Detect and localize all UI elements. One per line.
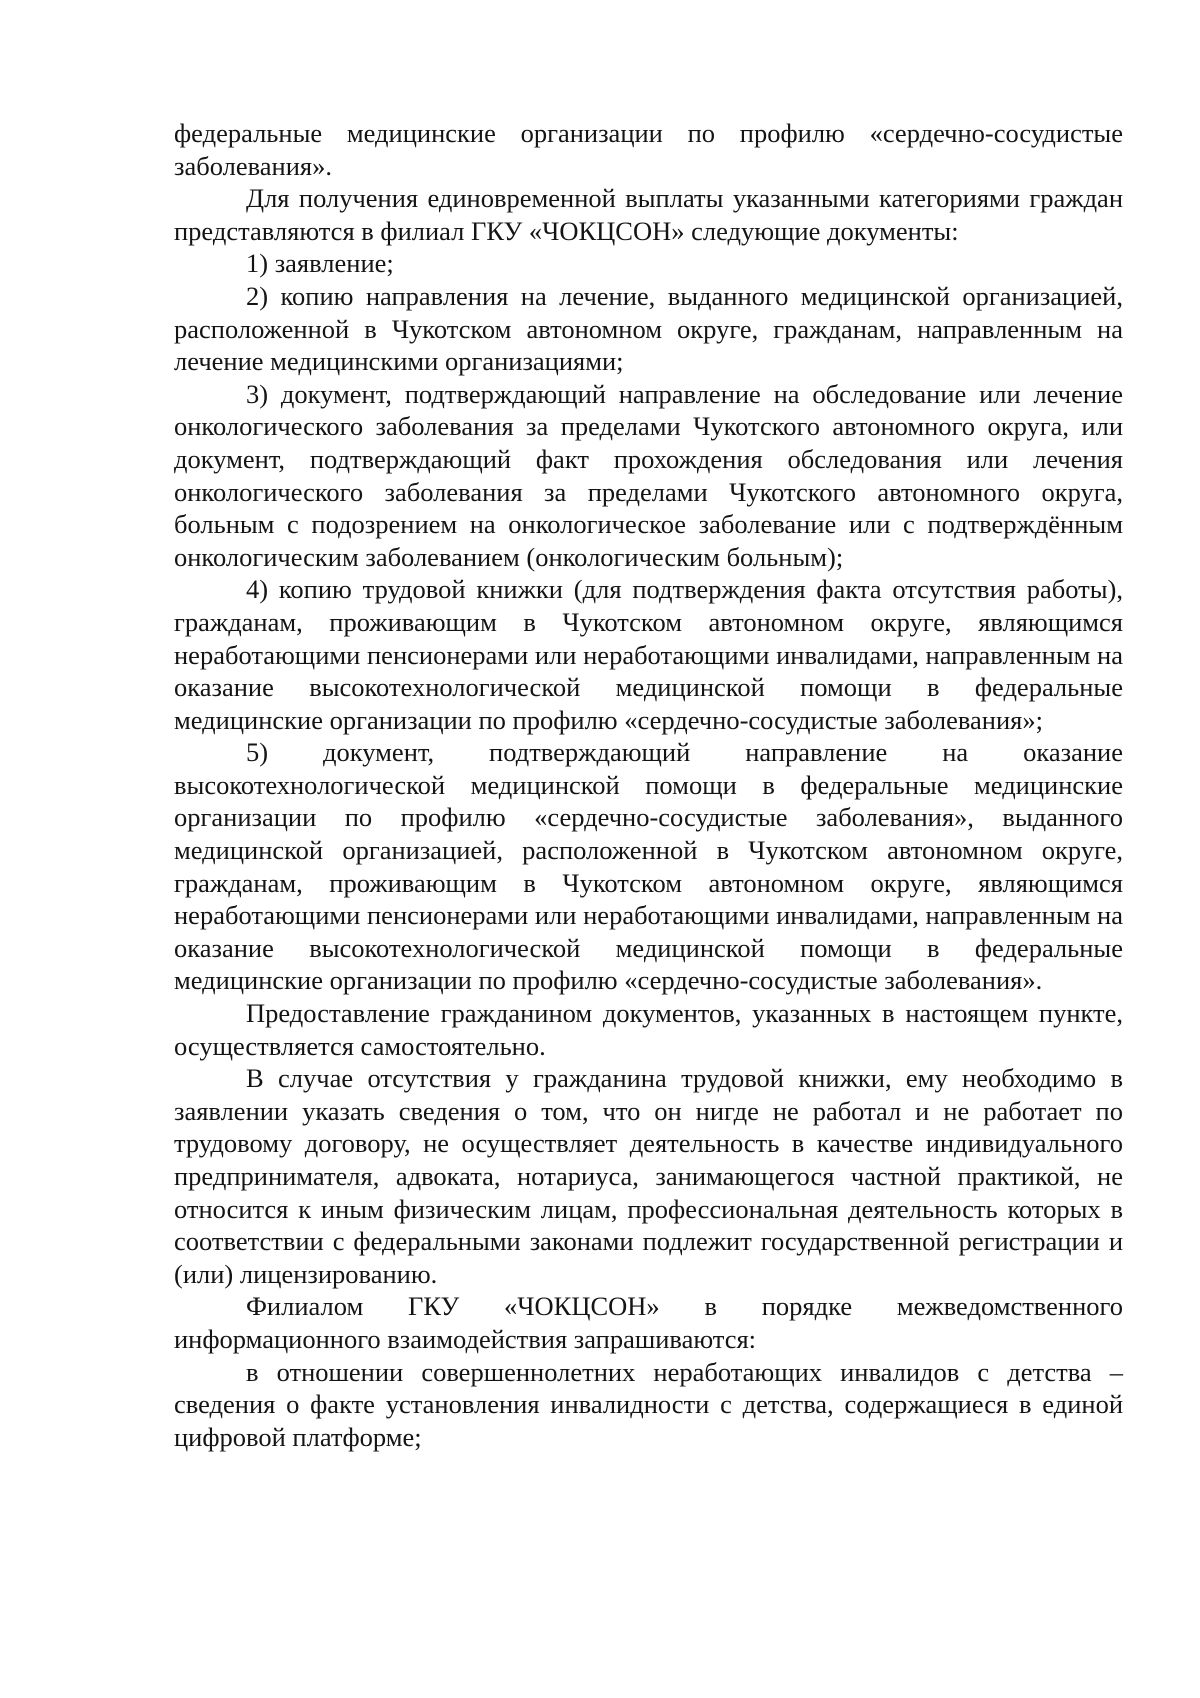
paragraph-self-submission: Предоставление гражданином документов, указанных в настоящем пункте, осуществляется самостоятельно. [174,998,1123,1061]
paragraph-continuation: федеральные медицинские организации по профилю «сердечно-сосудистые заболевания». [174,118,1123,181]
list-item-4: 4) копию трудовой книжки (для подтверждения факта отсутствия работы), гражданам, проживающим в Чукотском автономном округе, являющимся неработающими пенсионерами или неработающими инвалидами, направленным на оказание высокотехнологической медицинской помощи в федеральные медицинские организации по профилю «сердечно-сосудистые заболевания»; [174,574,1123,735]
list-item-2: 2) копию направления на лечение, выданного медицинской организацией, расположенной в Чукотском автономном округе, гражданам, направленным на лечение медицинскими организациями; [174,280,1123,377]
paragraph-disabled-since-childhood: в отношении совершеннолетних неработающих инвалидов с детства – сведения о факте установления инвалидности с детства, содержащиеся в единой цифровой платформе; [174,1356,1123,1452]
paragraph-interagency-requests: Филиалом ГКУ «ЧОКЦСОН» в порядке межведомственного информационного взаимодействия запрашиваются: [174,1291,1123,1354]
list-item-1: 1) заявление; [246,248,394,279]
list-item-3: 3) документ, подтверждающий направление на обследование или лечение онкологического заболевания за пределами Чукотского автономного округа, или документ, подтверждающий факт прохождения обследования или лечения онкологического заболевания за пределами Чукотского автономного округа, больным с подозрением на онкологическое заболевание или с подтверждённым онкологическим заболеванием (онкологическим больным); [174,378,1123,572]
list-item-5: 5) документ, подтверждающий направление на оказание высокотехнологической медицинской помощи в федеральные медицинские организации по профилю «сердечно-сосудистые заболевания», выданного медицинской организацией, расположенной в Чукотском автономном округе, гражданам, проживающим в Чукотском автономном округе, являющимся неработающими пенсионерами или неработающими инвалидами, направленным на оказание высокотехнологической медицинской помощи в федеральные медицинские организации по профилю «сердечно-сосудистые заболевания». [174,737,1123,996]
paragraph-no-work-book: В случае отсутствия у гражданина трудовой книжки, ему необходимо в заявлении указать сведения о том, что он нигде не работал и не работает по трудовому договору, не осуществляет деятельность в качестве индивидуального предпринимателя, адвоката, нотариуса, занимающегося частной практикой, не относится к иным физическим лицам, профессиональная деятельность которых в соответствии с федеральными законами подлежит государственной регистрации и (или) лицензированию. [174,1063,1123,1289]
paragraph-documents-intro: Для получения единовременной выплаты указанными категориями граждан представляются в филиал ГКУ «ЧОКЦСОН» следующие документы: [174,183,1123,246]
document-body [174,117,1123,1453]
